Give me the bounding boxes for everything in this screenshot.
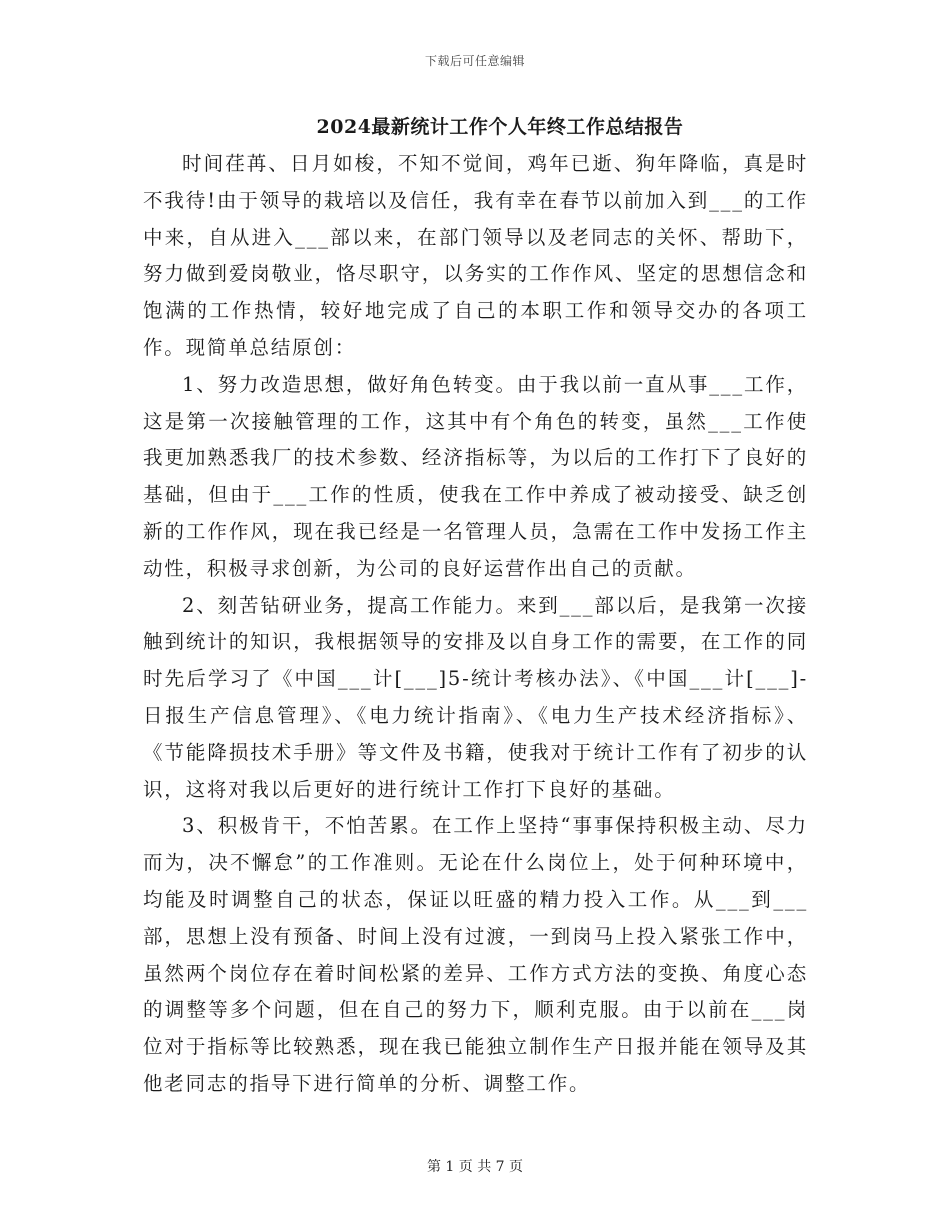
page-number: 第 1 页 共 7 页 [426, 1159, 524, 1175]
paragraph-point-3: 3、积极肯干，不怕苦累。在工作上坚持“事事保持积极主动、尽力而为，决不懈怠”的工作准则。无论在什么岗位上，处于何种环境中，均能及时调整自己的状态，保证以旺盛的精力投入工作。从___到___部，思想上没有预备、时间上没有过渡，一到岗马上投入紧张工作中，虽然两个岗位存在着时间松紧的差异、工作方式方法的变换、角度心态的调整等多个问题，但在自己的努力下，顺利克服。由于以前在___岗位对于指标等比较熟悉，现在我已能独立制作生产日报并能在领导及其他老同志的指导下进行简单的分析、调整工作。 [143, 814, 808, 1095]
paragraph-point-1: 1、努力改造思想，做好角色转变。由于我以前一直从事___工作，这是第一次接触管理的工作，这其中有个角色的转变，虽然___工作使我更加熟悉我厂的技术参数、经济指标等，为以后的工作打下了良好的基础，但由于___工作的性质，使我在工作中养成了被动接受、缺乏创新的工作作风，现在我已经是一名管理人员，急需在工作中发扬工作主动性，积极寻求创新，为公司的良好运营作出自己的贡献。 [143, 372, 808, 580]
document-title: 2024最新统计工作个人年终工作总结报告 [316, 116, 684, 138]
paragraph-intro: 时间荏苒、日月如梭，不知不觉间，鸡年已逝、狗年降临，真是时不我待!由于领导的栽培以及信任，我有幸在春节以前加入到___的工作中来，自从进入___部以来，在部门领导以及老同志的关怀、帮助下，努力做到爱岗敬业，恪尽职守，以务实的工作作风、坚定的思想信念和饱满的工作热情，较好地完成了自己的本职工作和领导交办的各项工作。现简单总结原创： [143, 152, 808, 359]
paragraph-point-2: 2、刻苦钻研业务，提高工作能力。来到___部以后，是我第一次接触到统计的知识，我根据领导的安排及以自身工作的需要，在工作的同时先后学习了《中国___计[___]5-统计考核办法》、《中国___计[___]-日报生产信息管理》、《电力统计指南》、《电力生产技术经济指标》、《节能降损技术手册》等文件及书籍，使我对于统计工作有了初步的认识，这将对我以后更好的进行统计工作打下良好的基础。 [143, 593, 808, 801]
document-body [143, 146, 808, 1103]
header-note: 下载后可任意编辑 [424, 54, 525, 68]
